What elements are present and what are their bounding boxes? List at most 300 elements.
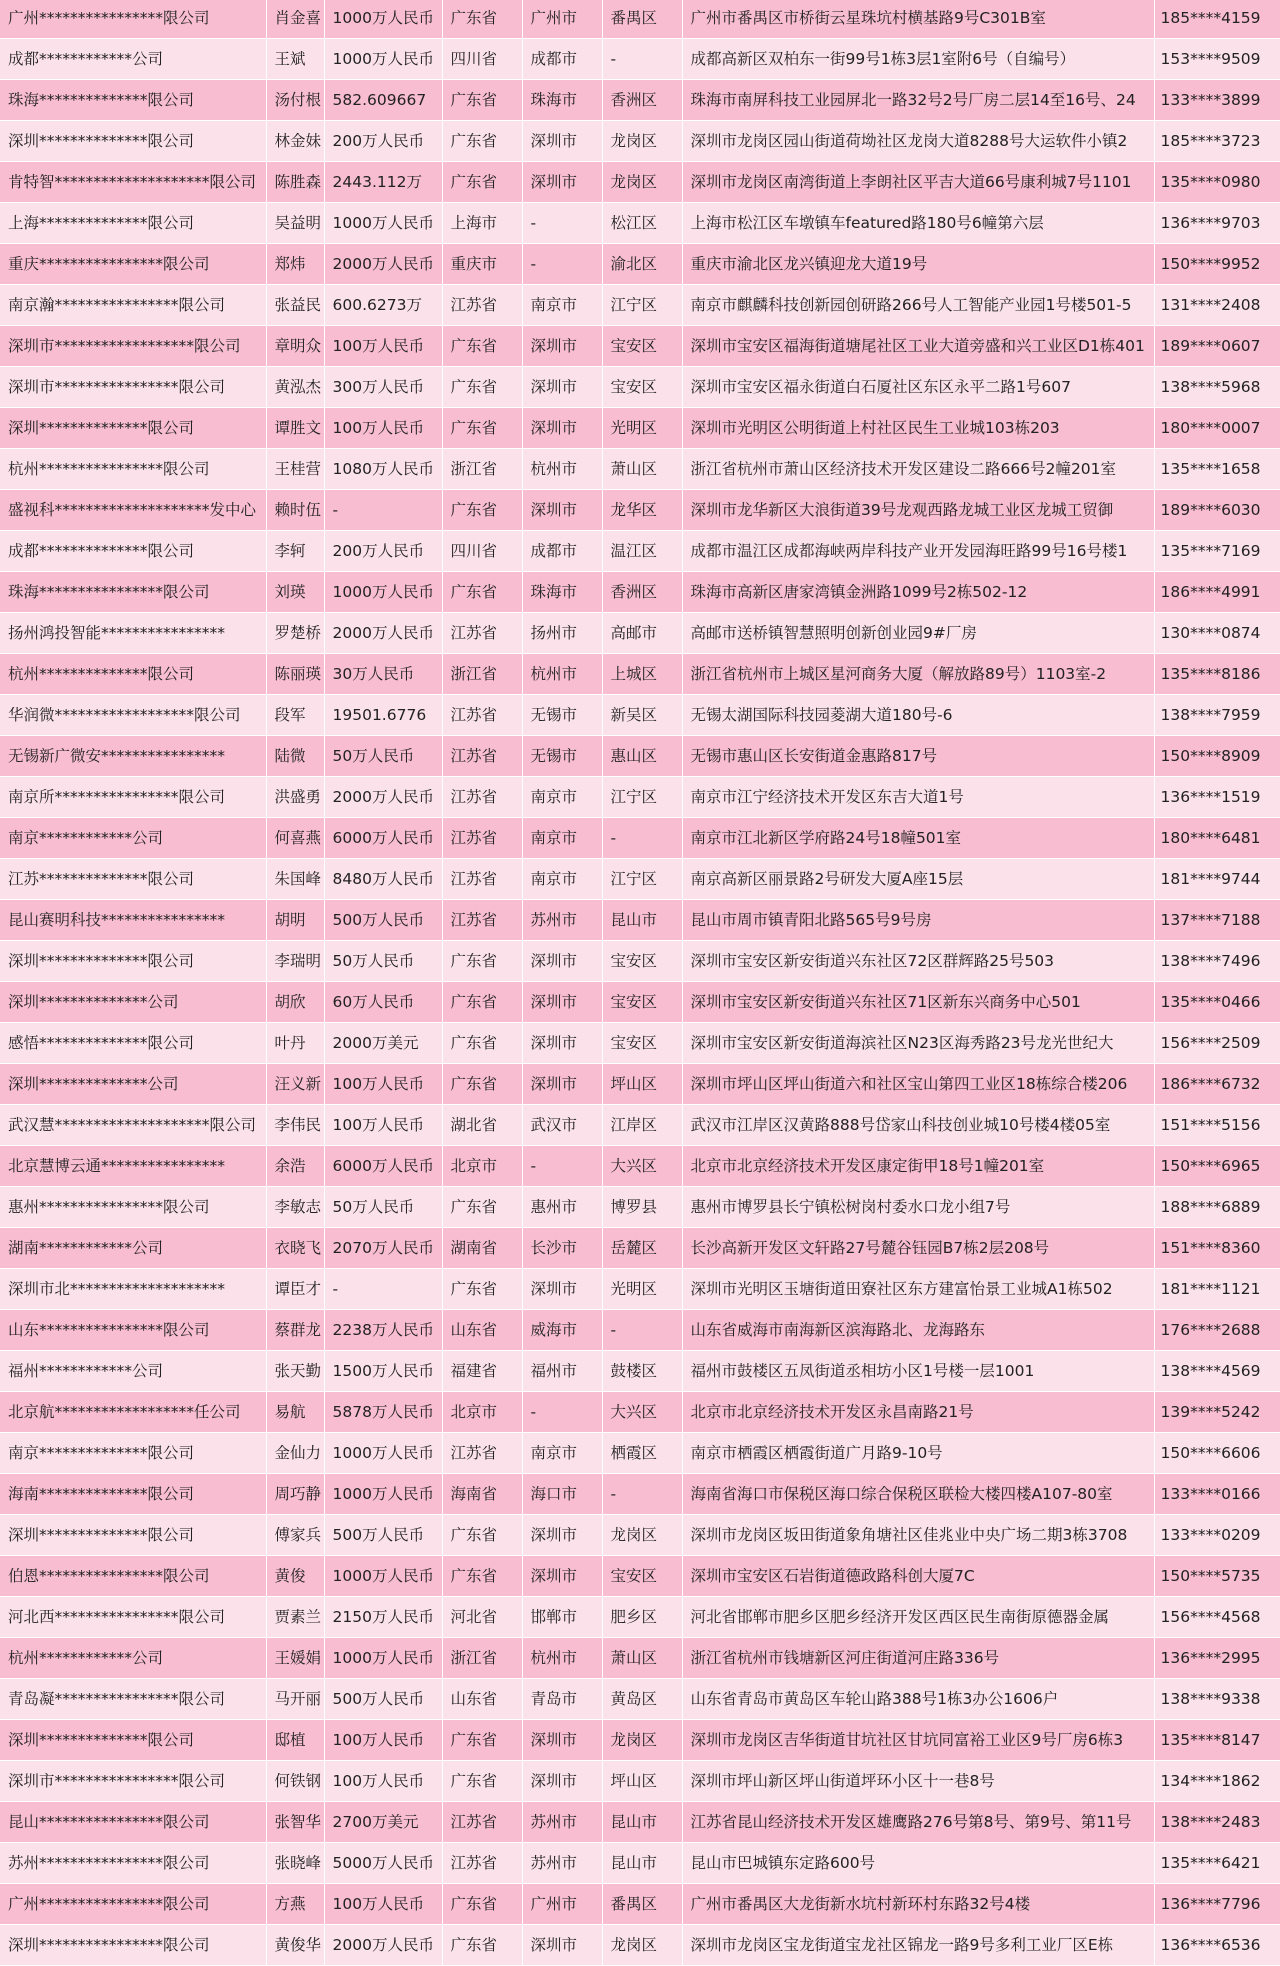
province-cell: 广东省 [442,80,522,121]
address-cell: 南京市麒麟科技创新园创研路266号人工智能产业园1号楼501-5 [682,285,1154,326]
registered-capital-cell: 1000万人民币 [324,1638,442,1679]
registered-capital-cell: 2150万人民币 [324,1597,442,1638]
registered-capital-cell: 100万人民币 [324,326,442,367]
city-cell: 扬州市 [522,613,602,654]
province-cell: 四川省 [442,531,522,572]
city-cell: 长沙市 [522,1228,602,1269]
district-cell: 龙岗区 [602,1515,682,1556]
legal-person-cell: 李伟民 [266,1105,324,1146]
province-cell: 广东省 [442,0,522,39]
table-row [0,1392,1280,1433]
legal-person-cell: 邸植 [266,1720,324,1761]
phone-cell: 156****4568 [1154,1597,1280,1638]
address-cell: 山东省青岛市黄岛区车轮山路388号1栋3办公1606户 [682,1679,1154,1720]
legal-person-cell: 张天勤 [266,1351,324,1392]
district-cell: 江宁区 [602,285,682,326]
company-name-cell: 山东****************限公司 [0,1310,266,1351]
legal-person-cell: 王媛娟 [266,1638,324,1679]
phone-cell: 185****3723 [1154,121,1280,162]
phone-cell: 180****6481 [1154,818,1280,859]
table-row [0,490,1280,531]
registered-capital-cell: 5878万人民币 [324,1392,442,1433]
phone-cell: 135****8186 [1154,654,1280,695]
company-name-cell: 深圳**************限公司 [0,408,266,449]
company-name-cell: 惠州****************限公司 [0,1187,266,1228]
phone-cell: 156****2509 [1154,1023,1280,1064]
address-cell: 成都高新区双柏东一街99号1栋3层1室附6号（自编号） [682,39,1154,80]
province-cell: 广东省 [442,490,522,531]
table-row [0,408,1280,449]
province-cell: 江苏省 [442,613,522,654]
district-cell: 大兴区 [602,1146,682,1187]
district-cell: 江宁区 [602,777,682,818]
district-cell: - [602,1474,682,1515]
registered-capital-cell: 5000万人民币 [324,1843,442,1884]
legal-person-cell: 贾素兰 [266,1597,324,1638]
company-name-cell: 成都************公司 [0,39,266,80]
company-name-cell: 湖南************公司 [0,1228,266,1269]
legal-person-cell: 傅家兵 [266,1515,324,1556]
table-row [0,162,1280,203]
province-cell: 广东省 [442,1064,522,1105]
company-name-cell: 南京************公司 [0,818,266,859]
company-name-cell: 无锡新广微安**************** [0,736,266,777]
table-row [0,695,1280,736]
province-cell: 广东省 [442,1556,522,1597]
table-row [0,1884,1280,1925]
company-name-cell: 深圳**************限公司 [0,121,266,162]
province-cell: 四川省 [442,39,522,80]
city-cell: 南京市 [522,859,602,900]
address-cell: 深圳市坪山区坪山街道六和社区宝山第四工业区18栋综合楼206 [682,1064,1154,1105]
address-cell: 重庆市渝北区龙兴镇迎龙大道19号 [682,244,1154,285]
city-cell: 深圳市 [522,490,602,531]
legal-person-cell: 谭胜文 [266,408,324,449]
table-row [0,326,1280,367]
district-cell: 萧山区 [602,449,682,490]
province-cell: 山东省 [442,1310,522,1351]
district-cell: 宝安区 [602,982,682,1023]
company-name-cell: 珠海****************限公司 [0,572,266,613]
city-cell: - [522,203,602,244]
city-cell: 武汉市 [522,1105,602,1146]
province-cell: 福建省 [442,1351,522,1392]
phone-cell: 150****6965 [1154,1146,1280,1187]
province-cell: 浙江省 [442,449,522,490]
legal-person-cell: 陈丽瑛 [266,654,324,695]
province-cell: 江苏省 [442,1433,522,1474]
phone-cell: 181****1121 [1154,1269,1280,1310]
district-cell: 光明区 [602,408,682,449]
district-cell: 高邮市 [602,613,682,654]
registered-capital-cell: 582.609667 [324,80,442,121]
registered-capital-cell: 100万人民币 [324,1720,442,1761]
registered-capital-cell: 2443.112万 [324,162,442,203]
city-cell: 南京市 [522,1433,602,1474]
address-cell: 深圳市宝安区福永街道白石厦社区东区永平二路1号607 [682,367,1154,408]
address-cell: 长沙高新开发区文轩路27号麓谷钰园B7栋2层208号 [682,1228,1154,1269]
phone-cell: 180****0007 [1154,408,1280,449]
address-cell: 深圳市龙岗区南湾街道上李朗社区平吉大道66号康利城7号1101 [682,162,1154,203]
city-cell: 深圳市 [522,367,602,408]
registered-capital-cell: 50万人民币 [324,1187,442,1228]
registered-capital-cell: 2700万美元 [324,1802,442,1843]
table-row [0,1925,1280,1966]
address-cell: 惠州市博罗县长宁镇松树岗村委水口龙小组7号 [682,1187,1154,1228]
city-cell: 深圳市 [522,1556,602,1597]
company-name-cell: 感悟**************限公司 [0,1023,266,1064]
city-cell: 深圳市 [522,982,602,1023]
company-name-cell: 广州****************限公司 [0,1884,266,1925]
province-cell: 江苏省 [442,1802,522,1843]
company-name-cell: 青岛凝****************限公司 [0,1679,266,1720]
table-row [0,1187,1280,1228]
city-cell: 杭州市 [522,654,602,695]
registered-capital-cell: 1000万人民币 [324,203,442,244]
province-cell: 江苏省 [442,736,522,777]
phone-cell: 135****6421 [1154,1843,1280,1884]
phone-cell: 185****4159 [1154,0,1280,39]
province-cell: 江苏省 [442,777,522,818]
address-cell: 南京市江宁经济技术开发区东吉大道1号 [682,777,1154,818]
registered-capital-cell: 2070万人民币 [324,1228,442,1269]
district-cell: 昆山市 [602,900,682,941]
company-name-cell: 伯恩****************限公司 [0,1556,266,1597]
district-cell: 宝安区 [602,941,682,982]
table-row [0,1679,1280,1720]
company-name-cell: 北京航******************任公司 [0,1392,266,1433]
address-cell: 成都市温江区成都海峡两岸科技产业开发园海旺路99号16号楼1 [682,531,1154,572]
phone-cell: 138****9338 [1154,1679,1280,1720]
table-row [0,941,1280,982]
phone-cell: 188****6889 [1154,1187,1280,1228]
table-row [0,285,1280,326]
address-cell: 深圳市宝安区福海街道塘尾社区工业大道旁盛和兴工业区D1栋401 [682,326,1154,367]
registered-capital-cell: 500万人民币 [324,900,442,941]
company-name-cell: 南京瀚****************限公司 [0,285,266,326]
table-row [0,1556,1280,1597]
province-cell: 河北省 [442,1597,522,1638]
table-row [0,1269,1280,1310]
city-cell: 邯郸市 [522,1597,602,1638]
legal-person-cell: 蔡群龙 [266,1310,324,1351]
company-name-cell: 福州************公司 [0,1351,266,1392]
address-cell: 广州市番禺区大龙街新水坑村新环村东路32号4楼 [682,1884,1154,1925]
province-cell: 广东省 [442,1515,522,1556]
legal-person-cell: 衣晓飞 [266,1228,324,1269]
phone-cell: 137****7188 [1154,900,1280,941]
legal-person-cell: 汪义新 [266,1064,324,1105]
table-row [0,859,1280,900]
registered-capital-cell: 1000万人民币 [324,39,442,80]
company-name-cell: 江苏**************限公司 [0,859,266,900]
table-row [0,736,1280,777]
phone-cell: 153****9509 [1154,39,1280,80]
city-cell: 无锡市 [522,695,602,736]
registered-capital-cell: 1000万人民币 [324,1433,442,1474]
company-name-cell: 广州****************限公司 [0,0,266,39]
registered-capital-cell: 1000万人民币 [324,1556,442,1597]
phone-cell: 139****5242 [1154,1392,1280,1433]
city-cell: 深圳市 [522,162,602,203]
registered-capital-cell: 2000万人民币 [324,244,442,285]
phone-cell: 138****7959 [1154,695,1280,736]
address-cell: 南京市栖霞区栖霞街道广月路9-10号 [682,1433,1154,1474]
province-cell: 广东省 [442,1187,522,1228]
city-cell: 深圳市 [522,1515,602,1556]
phone-cell: 150****8909 [1154,736,1280,777]
table-row [0,1761,1280,1802]
legal-person-cell: 陈胜森 [266,162,324,203]
district-cell: 宝安区 [602,367,682,408]
city-cell: - [522,1146,602,1187]
address-cell: 南京市江北新区学府路24号18幢501室 [682,818,1154,859]
legal-person-cell: 金仙力 [266,1433,324,1474]
legal-person-cell: 何喜燕 [266,818,324,859]
address-cell: 河北省邯郸市肥乡区肥乡经济开发区西区民生南街原德器金属 [682,1597,1154,1638]
address-cell: 无锡太湖国际科技园菱湖大道180号-6 [682,695,1154,736]
table-row [0,121,1280,162]
address-cell: 深圳市龙岗区园山街道荷坳社区龙岗大道8288号大运软件小镇2 [682,121,1154,162]
registered-capital-cell: 100万人民币 [324,408,442,449]
phone-cell: 181****9744 [1154,859,1280,900]
table-row [0,449,1280,490]
province-cell: 广东省 [442,1720,522,1761]
address-cell: 北京市北京经济技术开发区永昌南路21号 [682,1392,1154,1433]
address-cell: 武汉市江岸区汉黄路888号岱家山科技创业城10号楼4楼05室 [682,1105,1154,1146]
city-cell: 杭州市 [522,449,602,490]
city-cell: 深圳市 [522,1925,602,1966]
company-name-cell: 深圳****************限公司 [0,1925,266,1966]
company-name-cell: 深圳**************公司 [0,1064,266,1105]
registered-capital-cell: 60万人民币 [324,982,442,1023]
table-row [0,0,1280,39]
company-name-cell: 深圳市****************限公司 [0,367,266,408]
legal-person-cell: 刘瑛 [266,572,324,613]
table-row [0,654,1280,695]
legal-person-cell: 罗楚桥 [266,613,324,654]
address-cell: 深圳市龙岗区坂田街道象角塘社区佳兆业中央广场二期3栋3708 [682,1515,1154,1556]
city-cell: 苏州市 [522,1843,602,1884]
district-cell: - [602,1310,682,1351]
province-cell: 湖南省 [442,1228,522,1269]
district-cell: 昆山市 [602,1843,682,1884]
legal-person-cell: 何铁钢 [266,1761,324,1802]
city-cell: 成都市 [522,39,602,80]
table-row [0,1105,1280,1146]
address-cell: 浙江省杭州市萧山区经济技术开发区建设二路666号2幢201室 [682,449,1154,490]
company-name-cell: 重庆****************限公司 [0,244,266,285]
registered-capital-cell: 6000万人民币 [324,1146,442,1187]
legal-person-cell: 章明众 [266,326,324,367]
city-cell: - [522,244,602,285]
city-cell: 成都市 [522,531,602,572]
province-cell: 海南省 [442,1474,522,1515]
company-name-cell: 昆山赛明科技**************** [0,900,266,941]
city-cell: 苏州市 [522,900,602,941]
address-cell: 北京市北京经济技术开发区康定街甲18号1幢201室 [682,1146,1154,1187]
legal-person-cell: 李轲 [266,531,324,572]
phone-cell: 150****9952 [1154,244,1280,285]
registered-capital-cell: 50万人民币 [324,736,442,777]
city-cell: 广州市 [522,0,602,39]
phone-cell: 151****8360 [1154,1228,1280,1269]
registered-capital-cell: 200万人民币 [324,531,442,572]
address-cell: 江苏省昆山经济技术开发区雄鹰路276号第8号、第9号、第11号 [682,1802,1154,1843]
company-name-cell: 盛视科********************发中心 [0,490,266,531]
legal-person-cell: 张益民 [266,285,324,326]
table-row [0,367,1280,408]
phone-cell: 136****9703 [1154,203,1280,244]
legal-person-cell: 黄泓杰 [266,367,324,408]
city-cell: 青岛市 [522,1679,602,1720]
district-cell: - [602,818,682,859]
company-name-cell: 珠海**************限公司 [0,80,266,121]
registered-capital-cell: 19501.6776 [324,695,442,736]
district-cell: 宝安区 [602,326,682,367]
company-name-cell: 上海**************限公司 [0,203,266,244]
legal-person-cell: 周巧静 [266,1474,324,1515]
province-cell: 浙江省 [442,1638,522,1679]
district-cell: 光明区 [602,1269,682,1310]
phone-cell: 133****3899 [1154,80,1280,121]
company-name-cell: 肯特智********************限公司 [0,162,266,203]
phone-cell: 136****2995 [1154,1638,1280,1679]
province-cell: 江苏省 [442,859,522,900]
legal-person-cell: 余浩 [266,1146,324,1187]
company-name-cell: 北京慧博云通**************** [0,1146,266,1187]
phone-cell: 133****0209 [1154,1515,1280,1556]
city-cell: 威海市 [522,1310,602,1351]
registered-capital-cell: 6000万人民币 [324,818,442,859]
district-cell: 鼓楼区 [602,1351,682,1392]
province-cell: 北京市 [442,1146,522,1187]
phone-cell: 138****7496 [1154,941,1280,982]
city-cell: 深圳市 [522,1269,602,1310]
registered-capital-cell: 100万人民币 [324,1761,442,1802]
address-cell: 广州市番禺区市桥街云星珠坑村横基路9号C301B室 [682,0,1154,39]
district-cell: 香洲区 [602,572,682,613]
phone-cell: 133****0166 [1154,1474,1280,1515]
registered-capital-cell: 1080万人民币 [324,449,442,490]
table-row [0,613,1280,654]
legal-person-cell: 吴益明 [266,203,324,244]
address-cell: 南京高新区丽景路2号研发大厦A座15层 [682,859,1154,900]
registered-capital-cell: 1500万人民币 [324,1351,442,1392]
registered-capital-cell: 2000万美元 [324,1023,442,1064]
address-cell: 深圳市宝安区新安街道兴东社区71区新东兴商务中心501 [682,982,1154,1023]
company-name-cell: 杭州************公司 [0,1638,266,1679]
address-cell: 海南省海口市保税区海口综合保税区联检大楼四楼A107-80室 [682,1474,1154,1515]
city-cell: 广州市 [522,1884,602,1925]
phone-cell: 138****2483 [1154,1802,1280,1843]
city-cell: 深圳市 [522,941,602,982]
district-cell: 坪山区 [602,1064,682,1105]
province-cell: 江苏省 [442,695,522,736]
district-cell: 龙岗区 [602,121,682,162]
address-cell: 深圳市宝安区新安街道兴东社区72区群辉路25号503 [682,941,1154,982]
city-cell: 深圳市 [522,1023,602,1064]
phone-cell: 186****4991 [1154,572,1280,613]
legal-person-cell: 张智华 [266,1802,324,1843]
province-cell: 重庆市 [442,244,522,285]
district-cell: 松江区 [602,203,682,244]
registered-capital-cell: 50万人民币 [324,941,442,982]
company-name-cell: 深圳**************限公司 [0,941,266,982]
phone-cell: 150****6606 [1154,1433,1280,1474]
address-cell: 深圳市龙岗区宝龙街道宝龙社区锦龙一路9号多利工业厂区E栋 [682,1925,1154,1966]
phone-cell: 135****1658 [1154,449,1280,490]
province-cell: 广东省 [442,1269,522,1310]
district-cell: - [602,39,682,80]
legal-person-cell: 洪盛勇 [266,777,324,818]
city-cell: 苏州市 [522,1802,602,1843]
legal-person-cell: 李敏志 [266,1187,324,1228]
province-cell: 上海市 [442,203,522,244]
address-cell: 深圳市龙华新区大浪街道39号龙观西路龙城工业区龙城工贸御 [682,490,1154,531]
table-row [0,1433,1280,1474]
company-name-cell: 深圳**************限公司 [0,1515,266,1556]
phone-cell: 151****5156 [1154,1105,1280,1146]
table-row [0,1843,1280,1884]
province-cell: 广东省 [442,1023,522,1064]
legal-person-cell: 王斌 [266,39,324,80]
legal-person-cell: 王桂营 [266,449,324,490]
table-row [0,80,1280,121]
province-cell: 广东省 [442,121,522,162]
city-cell: 珠海市 [522,80,602,121]
company-name-cell: 深圳市****************限公司 [0,1761,266,1802]
registered-capital-cell: 1000万人民币 [324,572,442,613]
district-cell: 岳麓区 [602,1228,682,1269]
legal-person-cell: 黄俊 [266,1556,324,1597]
city-cell: 深圳市 [522,1064,602,1105]
registered-capital-cell: 600.6273万 [324,285,442,326]
phone-cell: 186****6732 [1154,1064,1280,1105]
phone-cell: 134****1862 [1154,1761,1280,1802]
phone-cell: 131****2408 [1154,285,1280,326]
district-cell: 江岸区 [602,1105,682,1146]
province-cell: 广东省 [442,162,522,203]
company-name-cell: 河北西****************限公司 [0,1597,266,1638]
phone-cell: 135****7169 [1154,531,1280,572]
address-cell: 福州市鼓楼区五凤街道丞相坊小区1号楼一层1001 [682,1351,1154,1392]
district-cell: 番禺区 [602,0,682,39]
address-cell: 浙江省杭州市上城区星河商务大厦（解放路89号）1103室-2 [682,654,1154,695]
legal-person-cell: 肖金喜 [266,0,324,39]
registered-capital-cell: 300万人民币 [324,367,442,408]
address-cell: 山东省威海市南海新区滨海路北、龙海路东 [682,1310,1154,1351]
registered-capital-cell: 1000万人民币 [324,1474,442,1515]
province-cell: 江苏省 [442,900,522,941]
province-cell: 浙江省 [442,654,522,695]
province-cell: 江苏省 [442,285,522,326]
province-cell: 广东省 [442,572,522,613]
table-row [0,39,1280,80]
city-cell: 福州市 [522,1351,602,1392]
address-cell: 深圳市光明区公明街道上村社区民生工业城103栋203 [682,408,1154,449]
district-cell: 坪山区 [602,1761,682,1802]
address-cell: 深圳市龙岗区吉华街道甘坑社区甘坑同富裕工业区9号厂房6栋3 [682,1720,1154,1761]
registered-capital-cell: 100万人民币 [324,1105,442,1146]
phone-cell: 189****0607 [1154,326,1280,367]
registered-capital-cell: - [324,1269,442,1310]
province-cell: 广东省 [442,326,522,367]
province-cell: 广东省 [442,1761,522,1802]
registered-capital-cell: 2000万人民币 [324,777,442,818]
city-cell: 深圳市 [522,408,602,449]
table-row [0,1638,1280,1679]
